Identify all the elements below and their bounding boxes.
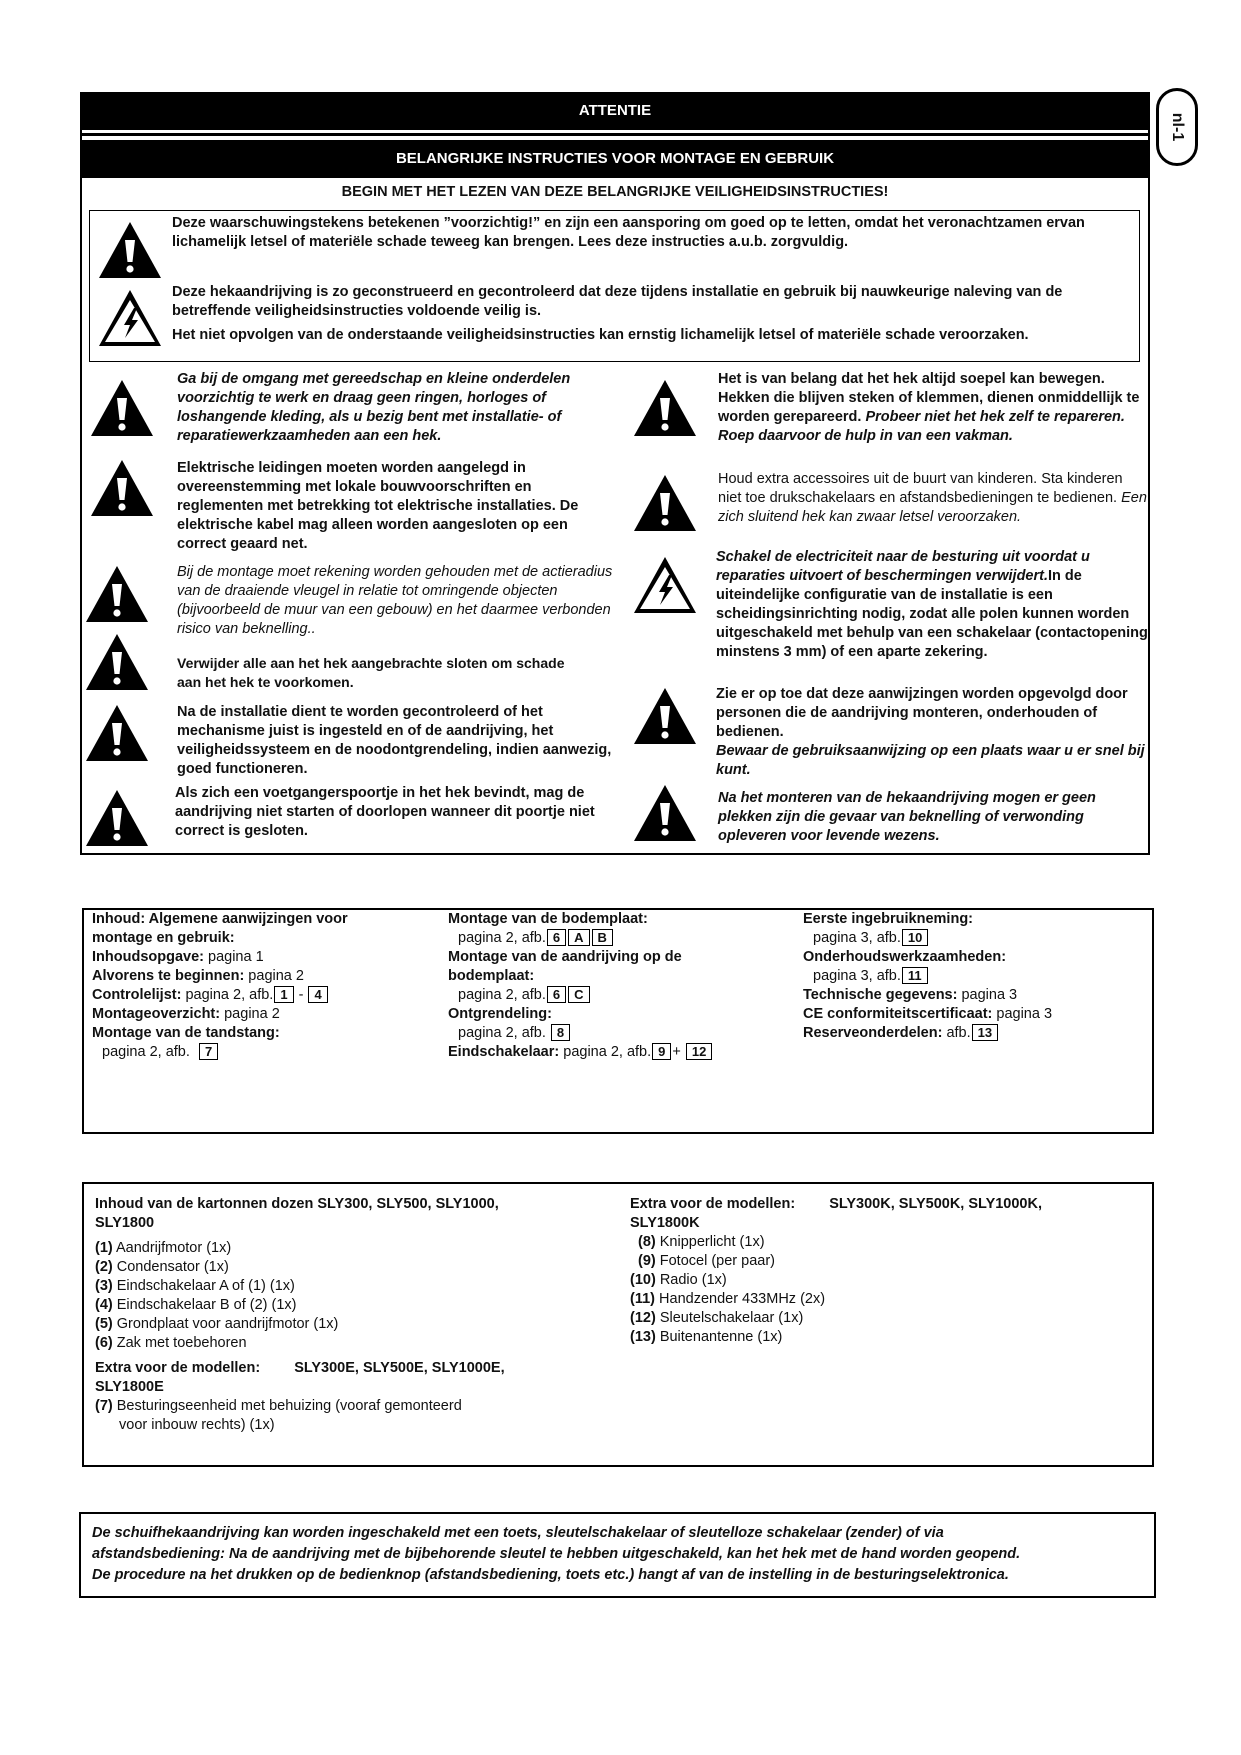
figure-ref: 6: [547, 986, 566, 1003]
item-text: Radio (1x): [655, 1272, 727, 1288]
figure-ref: 12: [686, 1043, 712, 1060]
warning-icon: [97, 220, 163, 280]
toc-page: pagina 3, afb.: [813, 968, 901, 984]
warning-left-5: Na de installatie dient te worden gecontroleerd of het mechanisme juist is ingesteld en of de aandrijving, het veiligheidssysteem en de noodontgrendeling, indien aanwezig, goed functioneren.: [177, 704, 612, 777]
warning-icon: [89, 378, 155, 438]
toc-label: Montageoverzicht:: [92, 1006, 221, 1022]
warning-right-3a: Schakel de electriciteit naar de besturing uit voordat u reparaties uitvoert of beschermingen verwijdert.: [716, 549, 1090, 584]
item-num: (1): [95, 1240, 113, 1256]
extra-k-models-2: SLY1800K: [630, 1215, 700, 1231]
warning-right-2a: Houd extra accessoires uit de buurt van kinderen. Sta kinderen niet toe drukschakelaars en afstandsbedieningen te bedienen.: [718, 471, 1123, 506]
electric-warning-icon: [97, 288, 163, 348]
toc-c2-l5: [448, 986, 788, 1005]
toc-page: pagina 3, afb.: [813, 930, 901, 946]
contents-item: [95, 1258, 595, 1277]
warning-right-3b: In de uiteindelijke configuratie van de installatie is een scheidingsinrichting nodig, zodat alle polen kunnen worden uitgeschakeld met behulp van een schakelaar (contactopening minstens 3 mm) of een aparte zekering.: [716, 568, 1148, 660]
warning-icon: [632, 686, 698, 746]
item-text: Eindschakelaar A of (1) (1x): [112, 1278, 295, 1294]
contents-item: [95, 1315, 595, 1334]
extra-e-label: Extra voor de modellen:: [95, 1360, 261, 1376]
toc-c1-l2: montage en gebruik:: [92, 930, 235, 946]
item-num: (3): [95, 1278, 113, 1294]
item-num: (7): [95, 1398, 113, 1414]
toc-label: Reserveonderdelen:: [803, 1025, 943, 1041]
intro-p3: Het niet opvolgen van de onderstaande veiligheidsinstructies kan ernstig lichamelijk letsel of materiële schade veroorzaken.: [172, 327, 1029, 343]
contents-item-7: [95, 1397, 595, 1416]
toc-page: pagina 3: [957, 987, 1018, 1003]
toc-page: afb.: [942, 1025, 971, 1041]
toc-c3-l3: Onderhoudswerkzaamheden:: [803, 949, 1007, 965]
toc-page: pagina 2, afb.: [181, 987, 274, 1003]
item-num: (6): [95, 1335, 113, 1351]
figure-ref: 13: [972, 1024, 998, 1041]
item-text: Eindschakelaar B of (2) (1x): [112, 1297, 297, 1313]
contents-item: [630, 1271, 1140, 1290]
figure-ref: C: [568, 986, 589, 1003]
item-num: (8): [638, 1234, 656, 1250]
item-num: (9): [638, 1253, 656, 1269]
figure-ref: 8: [551, 1024, 570, 1041]
contents-item-7-cont: voor inbouw rechts) (1x): [119, 1417, 275, 1433]
electric-warning-icon: [632, 555, 698, 615]
warning-icon: [84, 564, 150, 624]
note-line-2: afstandsbediening: Na de aandrijving met de bijbehorende sleutel te hebben uitgeschakeld, kan het hek met de hand worden geopend.: [92, 1546, 1021, 1562]
contents-item: [630, 1328, 1140, 1347]
toc-c2-l1: Montage van de bodemplaat:: [448, 911, 648, 927]
warning-icon: [84, 703, 150, 763]
warning-icon: [84, 788, 150, 848]
note-line-3: De procedure na het drukken op de bedienknop (afstandsbediening, toets etc.) hangt af van de instelling in de besturingselektronica.: [92, 1567, 1009, 1583]
toc-col-1: [92, 910, 452, 1062]
toc-c2-l4: bodemplaat:: [448, 968, 535, 984]
item-num: (10): [630, 1272, 656, 1288]
warning-right-1b: Probeer niet het hek zelf te repareren. Roep daarvoor de hulp in van een vakman.: [718, 409, 1125, 444]
item-num: (5): [95, 1316, 113, 1332]
contents-item: [630, 1252, 1140, 1271]
page-tab: [1156, 88, 1198, 166]
note-text: [92, 1523, 1152, 1586]
toc-label: Alvorens te beginnen:: [92, 968, 245, 984]
contents-right: [630, 1195, 1140, 1347]
toc-c3-l1: Eerste ingebruikneming:: [803, 911, 974, 927]
warning-right-5: Na het monteren van de hekaandrijving mogen er geen plekken zijn die gevaar van beknelling of verwonding opleveren voor levende wezens.: [718, 790, 1096, 844]
toc-c2-l7: [448, 1024, 788, 1043]
attentie-bar: ATTENTIE: [80, 92, 1150, 130]
item-text: Besturingseenheid met behuizing (vooraf gemonteerd: [112, 1398, 462, 1414]
contents-items-left: [95, 1239, 595, 1353]
figure-ref: 6: [547, 929, 566, 946]
toc-label: Technische gegevens:: [803, 987, 958, 1003]
figure-ref: 4: [308, 986, 327, 1003]
toc-c3-l7: [803, 1024, 1143, 1043]
figure-ref: 7: [199, 1043, 218, 1060]
toc-page: pagina 2, afb.: [559, 1044, 652, 1060]
warning-right-2: [718, 470, 1150, 527]
toc-page: pagina 2: [244, 968, 304, 984]
intro-p2: Deze hekaandrijving is zo geconstrueerd en gecontroleerd dat deze tijdens installatie en gebruik bij nauwkeurige naleving van de betreffende veiligheidsinstructies voldoende veilig is.: [172, 284, 1063, 319]
warning-right-4a: Zie er op toe dat deze aanwijzingen worden opgevolgd door personen die de aandrijving monteren, onderhouden of bedienen.: [716, 686, 1128, 740]
warning-right-4b: Bewaar de gebruiksaanwijzing op een plaats waar u er snel bij kunt.: [716, 743, 1145, 778]
toc-page: pagina 2, afb.: [458, 987, 546, 1003]
toc-c1-l6: [92, 1005, 452, 1024]
extra-k-line: [630, 1195, 1140, 1214]
warning-icon: [632, 378, 698, 438]
toc-label: CE conformiteitscertificaat:: [803, 1006, 993, 1022]
contents-left: [95, 1195, 595, 1435]
warning-left-2: Elektrische leidingen moeten worden aangelegd in overeenstemming met lokale bouwvoorschriften en reglementen met betrekking tot elektrische installaties. De elektrische kabel mag alleen worden aangesloten op een correct geaard net.: [177, 460, 579, 552]
extra-e-models: SLY300E, SLY500E, SLY1000E,: [294, 1360, 505, 1376]
subtitle: BEGIN MET HET LEZEN VAN DEZE BELANGRIJKE VEILIGHEIDSINSTRUCTIES!: [341, 184, 889, 200]
item-text: Handzender 433MHz (2x): [655, 1291, 826, 1307]
contents-item: [95, 1239, 595, 1258]
item-text: Zak met toebehoren: [112, 1335, 247, 1351]
toc-c2-l6: Ontgrendeling:: [448, 1006, 552, 1022]
toc-label: Eindschakelaar:: [448, 1044, 560, 1060]
toc-label: Inhoudsopgave:: [92, 949, 204, 965]
page-number: nl-1: [1169, 112, 1186, 142]
item-text: Grondplaat voor aandrijfmotor (1x): [112, 1316, 339, 1332]
item-text: Buitenantenne (1x): [655, 1329, 783, 1345]
item-num: (2): [95, 1259, 113, 1275]
title-bar: BELANGRIJKE INSTRUCTIES VOOR MONTAGE EN GEBRUIK: [80, 140, 1150, 178]
toc-page: pagina 2, afb.: [458, 930, 546, 946]
toc-sep: -: [298, 987, 304, 1003]
figure-ref: B: [592, 929, 613, 946]
toc-c1-l1: Inhoud: Algemene aanwijzingen voor: [92, 911, 348, 927]
toc-page: pagina 2: [220, 1006, 280, 1022]
item-text: Knipperlicht (1x): [655, 1234, 765, 1250]
item-text: Sleutelschakelaar (1x): [655, 1310, 804, 1326]
warning-right-4: [716, 685, 1148, 780]
contents-item: [630, 1290, 1140, 1309]
toc-c1-l3: [92, 948, 452, 967]
warning-right-2b: Een zich sluitend hek kan zwaar letsel veroorzaken.: [718, 490, 1147, 525]
figure-ref: A: [568, 929, 589, 946]
warning-left-6: Als zich een voetgangerspoortje in het hek bevindt, mag de aandrijving niet starten of doorlopen wanneer dit poortje niet correct is gesloten.: [175, 785, 595, 839]
contents-item: [95, 1296, 595, 1315]
extra-e-line: [95, 1359, 595, 1378]
extra-k-models: SLY300K, SLY500K, SLY1000K,: [829, 1196, 1042, 1212]
item-num: (13): [630, 1329, 656, 1345]
toc-c2-l2: [448, 929, 788, 948]
toc-c3-l4: [803, 967, 1143, 986]
toc-c1-l4: [92, 967, 452, 986]
warning-icon: [89, 458, 155, 518]
toc-col-3: [803, 910, 1143, 1043]
warning-left-4: Verwijder alle aan het hek aangebrachte sloten om schade aan het hek te voorkomen.: [177, 655, 565, 690]
extra-e-models-2: SLY1800E: [95, 1379, 164, 1395]
toc-c1-l5: [92, 986, 452, 1005]
warning-right-3: [716, 548, 1148, 662]
figure-ref: 1: [274, 986, 293, 1003]
toc-label: Controlelijst:: [92, 987, 182, 1003]
toc-c2-l3: Montage van de aandrijving op de: [448, 949, 682, 965]
warning-icon: [632, 783, 698, 843]
item-text: Condensator (1x): [112, 1259, 229, 1275]
contents-title-2: SLY1800: [95, 1215, 155, 1231]
toc-page: pagina 2, afb.: [458, 1025, 546, 1041]
contents-items-right: [630, 1233, 1140, 1347]
warning-right-1a: Het is van belang dat het hek altijd soepel kan bewegen. Hekken die blijven steken of klemmen, dienen onmiddellijk te worden gerepareerd.: [718, 371, 1140, 425]
contents-item: [95, 1277, 595, 1296]
toc-page: pagina 1: [203, 949, 264, 965]
warning-icon: [632, 473, 698, 533]
extra-k-label: Extra voor de modellen:: [630, 1196, 796, 1212]
contents-item: [95, 1334, 595, 1353]
item-num: (4): [95, 1297, 113, 1313]
warning-right-1: [718, 370, 1150, 446]
note-line-1: De schuifhekaandrijving kan worden ingeschakeld met een toets, sleutelschakelaar of sleutelloze schakelaar (zender) of via: [92, 1525, 944, 1541]
contents-title: Inhoud van de kartonnen dozen SLY300, SLY500, SLY1000,: [95, 1196, 499, 1212]
intro-p1: Deze waarschuwingstekens betekenen ”voorzichtig!” en zijn een aansporing om goed op te letten, omdat het veronachtzamen ervan lichamelijk letsel of materiële schade teweeg kan brengen. Lees deze instructies a.u.b. zorgvuldig.: [172, 215, 1085, 250]
toc-page: pagina 2, afb.: [102, 1044, 190, 1060]
warning-left-3: Bij de montage moet rekening worden gehouden met de actieradius van de draaiende vleugel in relatie tot omringende objecten (bijvoorbeeld de muur van een gebouw) en het daarmee verbonden risico van beknelling..: [177, 564, 613, 637]
toc-c3-l2: [803, 929, 1143, 948]
toc-page: pagina 3: [992, 1006, 1053, 1022]
item-text: Aandrijfmotor (1x): [112, 1240, 232, 1256]
toc-c3-l6: [803, 1005, 1143, 1024]
toc-sep: +: [672, 1044, 681, 1060]
toc-col-2: [448, 910, 788, 1062]
warning-left-1: Ga bij de omgang met gereedschap en kleine onderdelen voorzichtig te werk en draag geen ringen, horloges of loshangende kleding, als u bezig bent met installatie- of reparatiewerkzaamheden aan een hek.: [177, 371, 571, 444]
toc-c1-l7: Montage van de tandstang:: [92, 1025, 280, 1041]
item-text: Fotocel (per paar): [655, 1253, 776, 1269]
contents-item: [630, 1309, 1140, 1328]
toc-c3-l5: [803, 986, 1143, 1005]
figure-ref: 10: [902, 929, 928, 946]
warning-icon: [84, 632, 150, 692]
toc-c1-l8: [92, 1043, 452, 1062]
figure-ref: 9: [652, 1043, 671, 1060]
item-num: (12): [630, 1310, 656, 1326]
figure-ref: 11: [902, 967, 928, 984]
toc-c2-l8: [448, 1043, 788, 1062]
item-num: (11): [630, 1291, 655, 1307]
contents-item: [630, 1233, 1140, 1252]
